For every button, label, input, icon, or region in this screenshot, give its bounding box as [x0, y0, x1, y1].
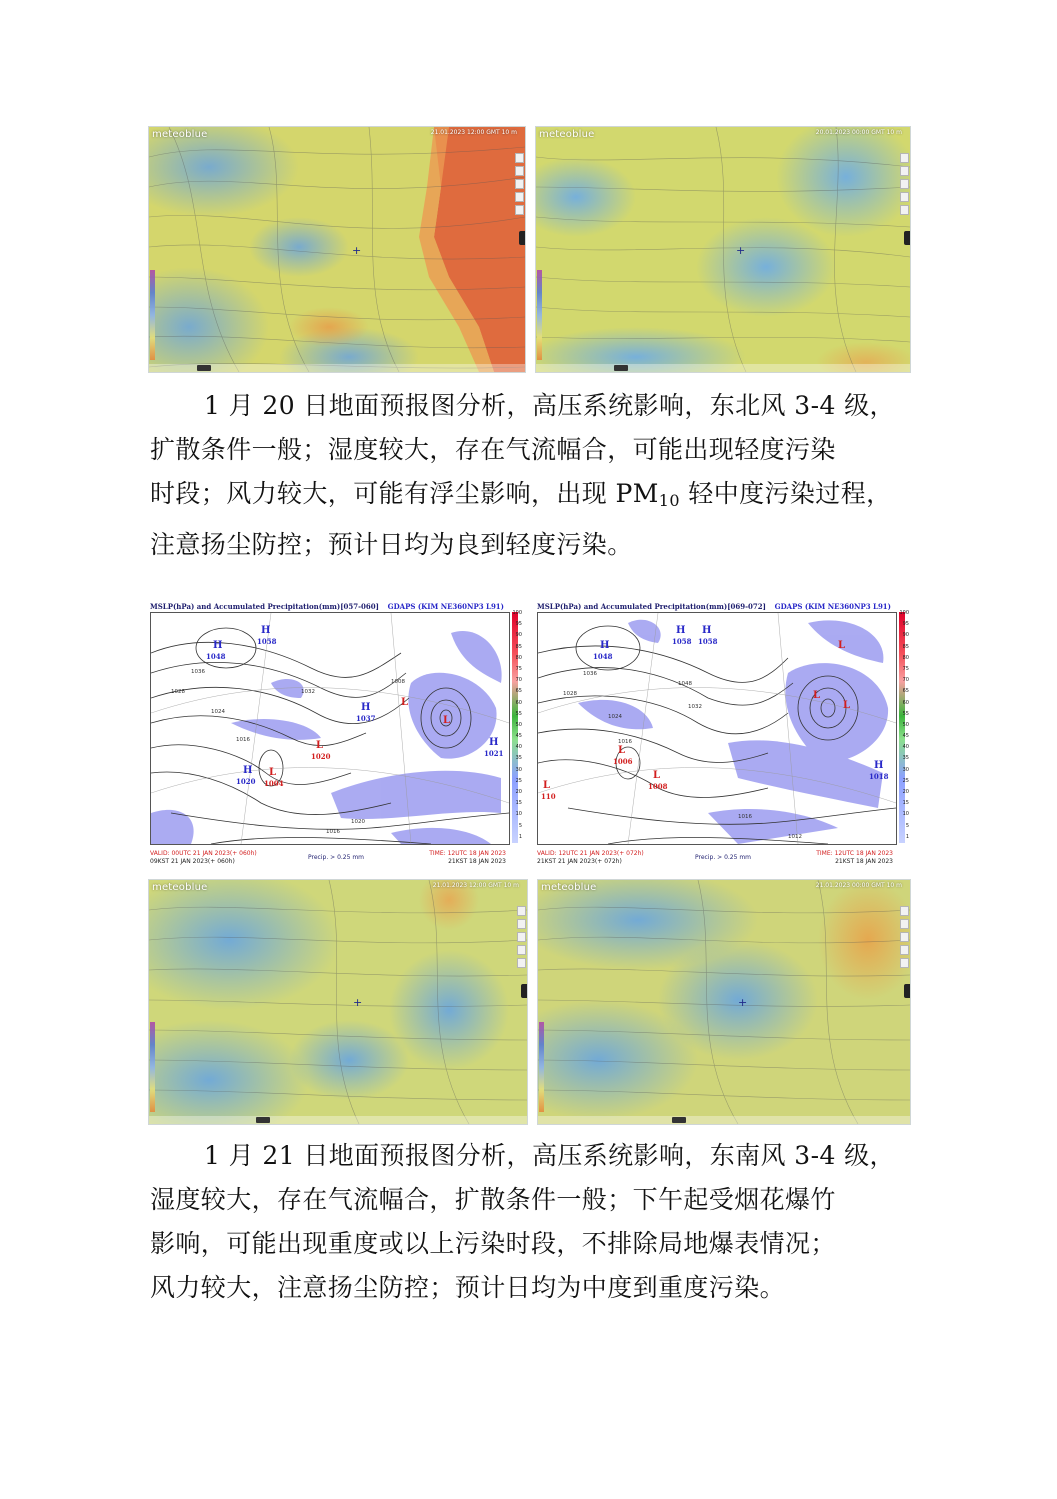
analysis-paragraph-jan20	[150, 384, 910, 567]
zoom-in-icon[interactable]	[517, 906, 526, 916]
crosshair-icon: +	[353, 996, 363, 1009]
svg-text:1020: 1020	[351, 819, 365, 825]
expand-panel-button[interactable]	[521, 984, 527, 998]
svg-text:1036: 1036	[583, 671, 597, 677]
wind-streamline-field	[538, 880, 910, 1124]
layers-icon[interactable]	[900, 932, 909, 942]
svg-text:1032: 1032	[688, 704, 702, 710]
map-toolbar[interactable]	[515, 153, 523, 218]
svg-text:1016: 1016	[236, 737, 250, 743]
text-line: 风力较大，注意扬尘防控；预计日均为中度到重度污染。	[150, 1273, 786, 1302]
map-footer	[149, 364, 525, 372]
svg-text:1037: 1037	[356, 714, 376, 723]
isobar-map	[150, 612, 510, 845]
svg-text:1028: 1028	[171, 689, 185, 695]
svg-text:L: L	[269, 767, 277, 778]
svg-text:1021: 1021	[484, 749, 504, 758]
svg-text:1048: 1048	[678, 681, 692, 687]
text-line: 影响，可能出现重度或以上污染时段，不排除局地爆表情况；	[150, 1229, 836, 1258]
svg-text:H: H	[489, 737, 499, 748]
settings-icon[interactable]	[900, 945, 909, 955]
chart-header-model: GDAPS (KIM NE360NP3 L91)	[774, 602, 891, 611]
play-button[interactable]	[256, 1117, 270, 1123]
svg-text:L: L	[316, 740, 324, 751]
wind-map-top-left	[148, 126, 526, 373]
colorbar-ticks: 100 95 90 85 80 75 70 65 60 55 50 45 40 35 30 25 20 15 10 5 1	[512, 610, 522, 840]
svg-text:H: H	[874, 760, 884, 771]
wind-map-bottom-right	[537, 879, 911, 1125]
color-legend	[539, 1022, 544, 1112]
text-line: 1 月 20 日地面预报图分析，高压系统影响，东北风 3-4 级，	[204, 391, 895, 420]
svg-text:L: L	[843, 700, 851, 711]
svg-text:L: L	[401, 697, 409, 708]
zoom-in-icon[interactable]	[900, 153, 909, 163]
init-time-kst: 21KST 18 JAN 2023	[448, 858, 506, 865]
text-line: 注意扬尘防控；预计日均为良到轻度污染。	[150, 530, 633, 559]
expand-panel-button[interactable]	[904, 231, 910, 245]
svg-text:1020: 1020	[311, 752, 331, 761]
map-toolbar[interactable]	[900, 153, 908, 218]
layers-icon[interactable]	[517, 932, 526, 942]
chart-header-title: MSLP(hPa) and Accumulated Precipitation(mm)[057-060]	[150, 602, 379, 611]
zoom-in-icon[interactable]	[900, 906, 909, 916]
svg-text:1024: 1024	[211, 709, 225, 715]
meteoblue-logo: meteoblue	[539, 129, 595, 140]
svg-text:1008: 1008	[648, 782, 668, 791]
wind-map-top-right	[535, 126, 911, 373]
svg-text:1006: 1006	[613, 757, 633, 766]
layers-icon[interactable]	[515, 179, 524, 189]
valid-time-kst: 09KST 21 JAN 2023(+ 060h)	[150, 858, 235, 865]
crosshair-icon: +	[352, 244, 362, 257]
svg-text:1020: 1020	[236, 777, 256, 786]
valid-time-utc: VALID: 00UTC 21 JAN 2023(+ 060h)	[150, 850, 257, 857]
info-icon[interactable]	[515, 205, 524, 215]
settings-icon[interactable]	[515, 192, 524, 202]
svg-text:H: H	[261, 625, 271, 636]
settings-icon[interactable]	[900, 192, 909, 202]
svg-text:1032: 1032	[301, 689, 315, 695]
meteoblue-logo: meteoblue	[541, 882, 597, 893]
chart-header-model: GDAPS (KIM NE360NP3 L91)	[387, 602, 504, 611]
info-icon[interactable]	[517, 958, 526, 968]
pm-subscript: 10	[658, 491, 680, 510]
map-toolbar[interactable]	[517, 906, 525, 971]
svg-text:L: L	[813, 690, 821, 701]
zoom-in-icon[interactable]	[515, 153, 524, 163]
svg-text:1016: 1016	[326, 829, 340, 835]
svg-text:L: L	[443, 715, 451, 726]
init-time-utc: TIME: 12UTC 18 JAN 2023	[429, 850, 506, 857]
svg-text:H: H	[702, 625, 712, 636]
map-toolbar[interactable]	[900, 906, 908, 971]
meteoblue-logo: meteoblue	[152, 882, 208, 893]
svg-text:1004: 1004	[264, 779, 284, 788]
svg-text:1058: 1058	[698, 637, 718, 646]
svg-text:1016: 1016	[738, 814, 752, 820]
svg-text:1036: 1036	[191, 669, 205, 675]
wind-streamline-field	[536, 127, 910, 372]
svg-text:L: L	[653, 770, 661, 781]
svg-text:1048: 1048	[593, 652, 613, 661]
svg-text:1008: 1008	[391, 679, 405, 685]
svg-text:1048: 1048	[206, 652, 226, 661]
play-button[interactable]	[614, 365, 628, 371]
svg-text:1024: 1024	[608, 714, 622, 720]
svg-text:L: L	[838, 640, 846, 651]
svg-text:1018: 1018	[869, 772, 889, 781]
color-legend	[150, 270, 155, 360]
synoptic-chart-right	[535, 601, 909, 866]
wind-map-bottom-left	[148, 879, 528, 1125]
svg-text:L: L	[543, 780, 551, 791]
analysis-paragraph-jan21	[150, 1134, 910, 1310]
layers-icon[interactable]	[900, 179, 909, 189]
crosshair-icon: +	[738, 996, 748, 1009]
valid-time-utc: VALID: 12UTC 21 JAN 2023(+ 072h)	[537, 850, 644, 857]
map-timestamp: 21.01.2023 00:00 GMT 10 m	[815, 882, 902, 889]
text-line: 时段；风力较大，可能有浮尘影响，出现 $PM_{10}$ 轻中度污染过程，	[150, 479, 892, 510]
map-timestamp: 21.01.2023 12:00 GMT 10 m	[432, 882, 519, 889]
play-button[interactable]	[672, 1117, 686, 1123]
map-timestamp: 21.01.2023 12:00 GMT 10 m	[430, 129, 517, 136]
svg-text:110: 110	[541, 792, 556, 801]
text-line: 1 月 21 日地面预报图分析，高压系统影响，东南风 3-4 级，	[204, 1141, 895, 1170]
valid-time-kst: 21KST 21 JAN 2023(+ 072h)	[537, 858, 622, 865]
svg-text:H: H	[243, 765, 253, 776]
colorbar-ticks: 100 95 90 85 80 75 70 65 60 55 50 45 40 35 30 25 20 15 10 5 1	[899, 610, 909, 840]
precip-threshold: Precip. > 0.25 mm	[308, 854, 365, 861]
svg-text:H: H	[600, 640, 610, 651]
chart-header-title: MSLP(hPa) and Accumulated Precipitation(mm)[069-072]	[537, 602, 766, 611]
svg-text:H: H	[676, 625, 686, 636]
wind-streamline-field	[149, 127, 525, 372]
text-line: 扩散条件一般；湿度较大，存在气流幅合，可能出现轻度污染	[150, 435, 836, 464]
svg-text:1016: 1016	[618, 739, 632, 745]
info-icon[interactable]	[900, 958, 909, 968]
map-footer	[538, 1116, 910, 1124]
precip-threshold: Precip. > 0.25 mm	[695, 854, 752, 861]
svg-text:1058: 1058	[257, 637, 277, 646]
zoom-out-icon[interactable]	[900, 919, 909, 929]
svg-text:1058: 1058	[672, 637, 692, 646]
play-button[interactable]	[197, 365, 211, 371]
crosshair-icon: +	[736, 244, 746, 257]
svg-text:L: L	[618, 745, 626, 756]
wind-streamline-field	[149, 880, 527, 1124]
svg-text:1028: 1028	[563, 691, 577, 697]
svg-text:H: H	[213, 640, 223, 651]
expand-panel-button[interactable]	[519, 231, 525, 245]
text-line: 湿度较大，存在气流幅合，扩散条件一般；下午起受烟花爆竹	[150, 1185, 836, 1214]
init-time-utc: TIME: 12UTC 18 JAN 2023	[816, 850, 893, 857]
svg-text:H: H	[361, 702, 371, 713]
zoom-out-icon[interactable]	[900, 166, 909, 176]
zoom-out-icon[interactable]	[517, 919, 526, 929]
map-footer	[149, 1116, 527, 1124]
color-legend	[150, 1022, 155, 1112]
meteoblue-logo: meteoblue	[152, 129, 208, 140]
expand-panel-button[interactable]	[904, 984, 910, 998]
map-timestamp: 20.01.2023 00:00 GMT 10 m	[815, 129, 902, 136]
info-icon[interactable]	[900, 205, 909, 215]
isobar-map	[537, 612, 897, 845]
init-time-kst: 21KST 18 JAN 2023	[835, 858, 893, 865]
settings-icon[interactable]	[517, 945, 526, 955]
svg-text:1012: 1012	[788, 834, 802, 840]
synoptic-chart-left	[148, 601, 522, 866]
color-legend	[537, 270, 542, 360]
zoom-out-icon[interactable]	[515, 166, 524, 176]
map-footer	[536, 364, 910, 372]
